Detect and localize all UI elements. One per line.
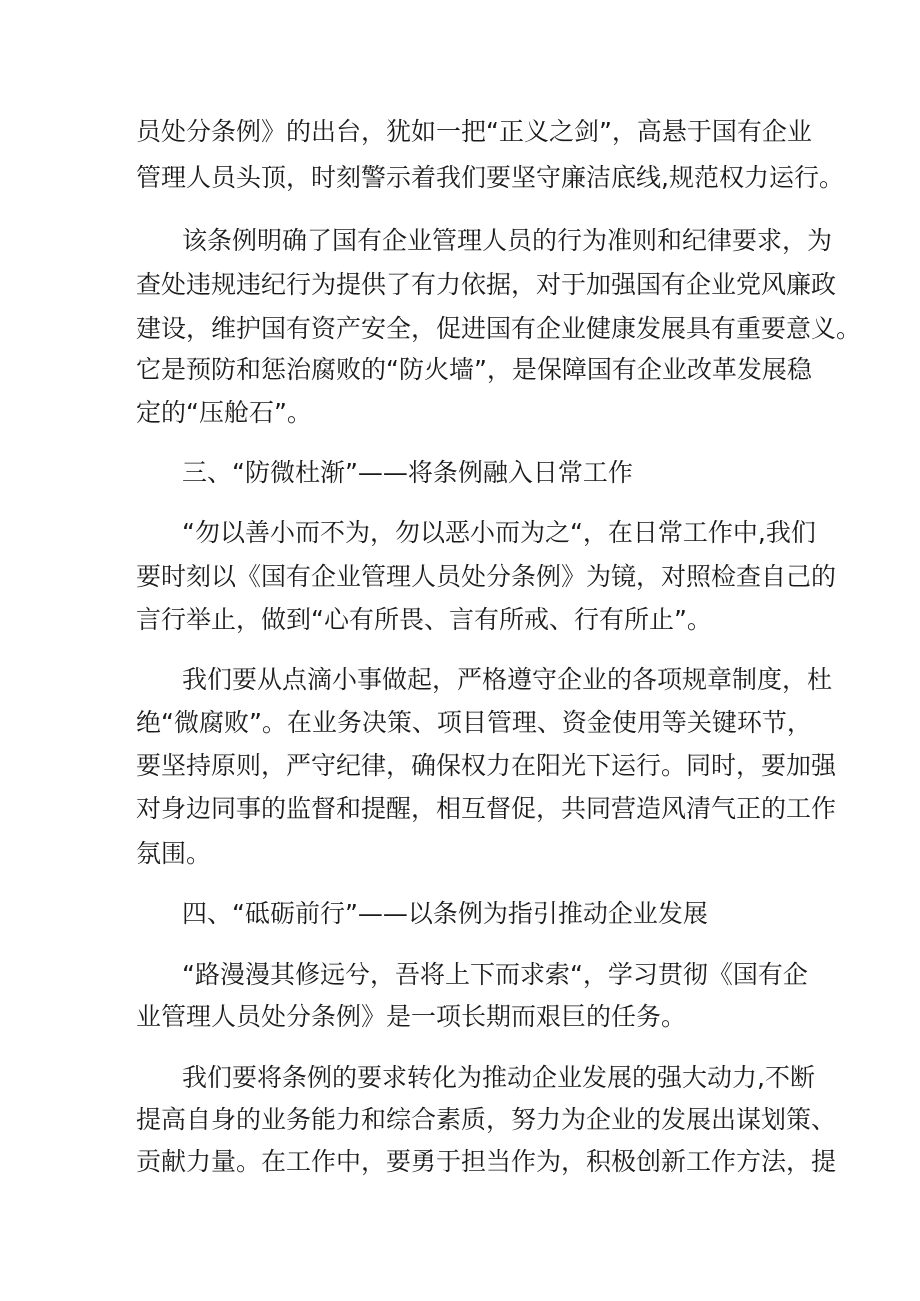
paragraph-line: 该条例明确了国有企业管理人员的行为准则和纪律要求，为 <box>182 226 833 255</box>
paragraph-line: 管理人员头顶，时刻警示着我们要坚守廉洁底线,规范权力运行。 <box>136 163 844 192</box>
paragraph-line: 它是预防和惩治腐败的“防火墙”，是保障国有企业改革发展稳 <box>136 355 812 384</box>
paragraph-line: 氛围。 <box>136 839 212 868</box>
paragraph-line: 言行举止，做到“心有所畏、言有所戒、行有所止”。 <box>136 605 712 634</box>
paragraph-line: 要坚持原则，严守纪律，确保权力在阳光下运行。同时，要加强 <box>136 751 837 780</box>
paragraph-line: 建设，维护国有资产安全，促进国有企业健康发展具有重要意义。 <box>136 314 862 343</box>
paragraph-line: 定的“压舱石”。 <box>136 398 312 427</box>
paragraph-line: “路漫漫其修远兮，吾将上下而求索“，学习贯彻《国有企 <box>182 960 808 989</box>
paragraph-line: 我们要从点滴小事做起，严格遵守企业的各项规章制度，杜 <box>182 665 833 694</box>
paragraph-line: 查处违规违纪行为提供了有力依据，对于加强国有企业党风廉政 <box>136 270 837 299</box>
paragraph-line: 业管理人员处分条例》是一项长期而艰巨的任务。 <box>136 1002 687 1031</box>
paragraph-line: “勿以善小而不为，勿以恶小而为之“，在日常工作中,我们 <box>182 518 816 547</box>
section-heading: 三、“防微杜渐”——将条例融入日常工作 <box>182 458 633 487</box>
paragraph-line: 绝“微腐败”。在业务决策、项目管理、资金使用等关键环节， <box>136 708 812 737</box>
paragraph-line: 要时刻以《国有企业管理人员处分条例》为镜，对照检查自己的 <box>136 562 837 591</box>
section-heading: 四、“砥砺前行”——以条例为指引推动企业发展 <box>182 899 708 928</box>
paragraph-line: 员处分条例》的出台，犹如一把“正义之剑”，高悬于国有企业 <box>136 117 812 146</box>
paragraph-line: 贡献力量。在工作中，要勇于担当作为，积极创新工作方法，提 <box>136 1147 837 1176</box>
paragraph-line: 提高自身的业务能力和综合素质，努力为企业的发展出谋划策、 <box>136 1105 837 1134</box>
paragraph-line: 对身边同事的监督和提醒，相互督促，共同营造风清气正的工作 <box>136 794 837 823</box>
paragraph-line: 我们要将条例的要求转化为推动企业发展的强大动力,不断 <box>182 1063 815 1092</box>
